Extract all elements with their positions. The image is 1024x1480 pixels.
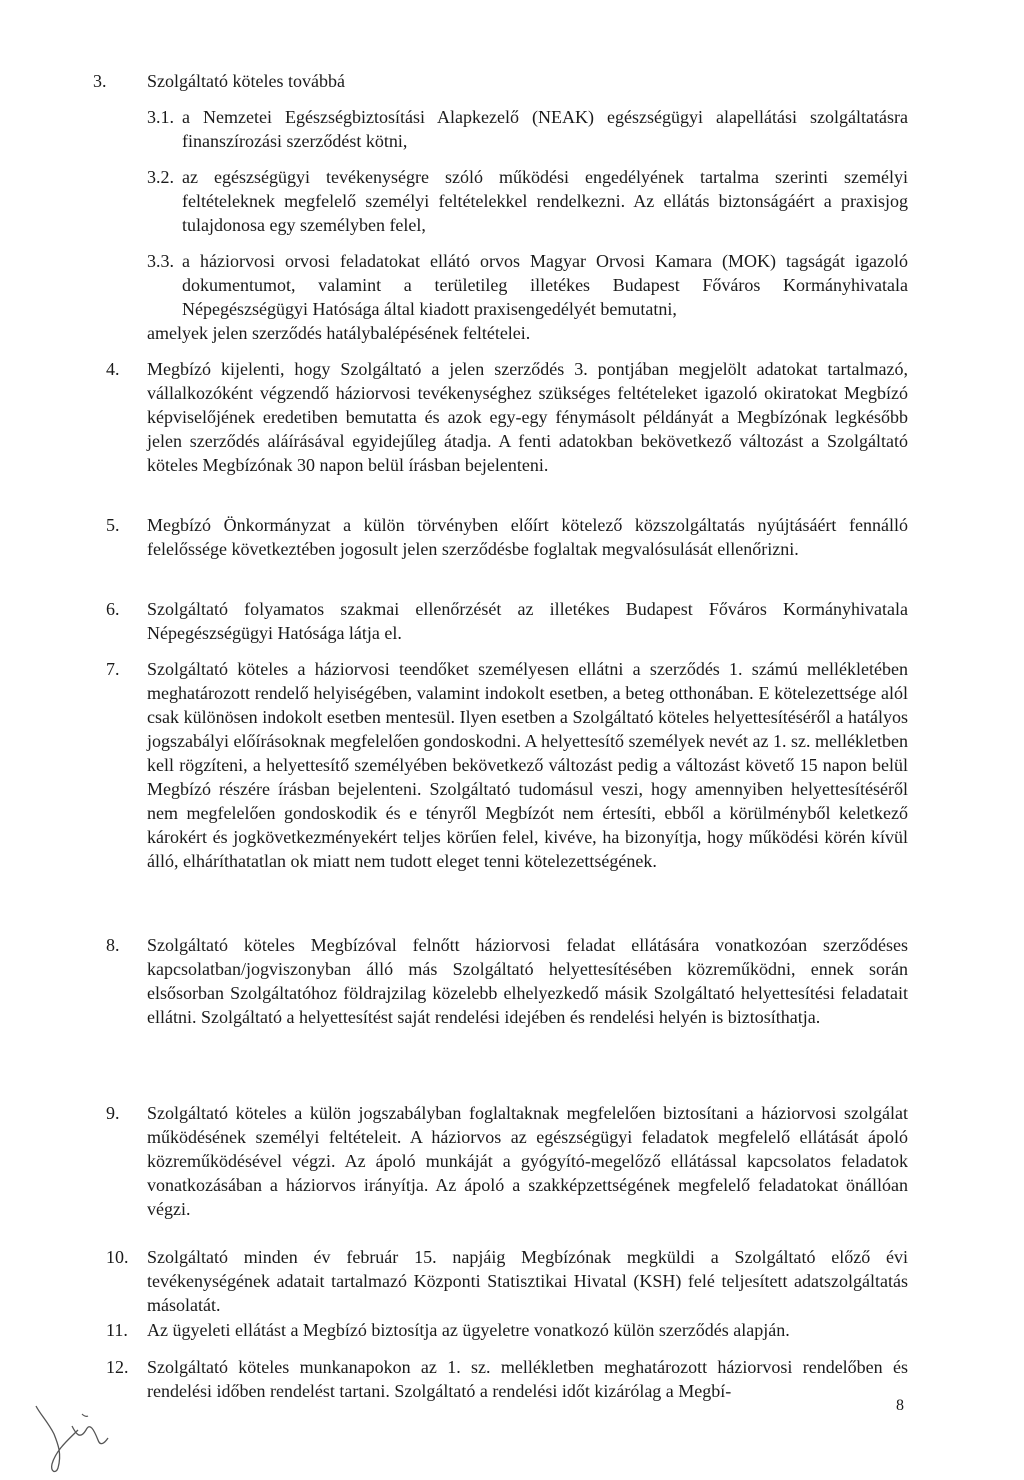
item-text: Szolgáltató köteles munkanapokon az 1. sz. mellékletben meghatározott háziorvosi rendelőben és rendelési időben rendelést tartani. Szolgáltató a rendelési időt kizárólag a Megbí-: [147, 1357, 908, 1401]
item-text: Szolgáltató köteles a külön jogszabályban foglaltaknak megfelelően biztosítani a háziorvosi szolgálat működésének személyi feltételeit. A háziorvos az egészségügyi feladatok megfelelő ellátását ápoló közreműködésével végzi. Az ápoló munkáját a gyógyító-megelőző ellátással kapcsolatos feladatok vonatkozásában a háziorvos irányítja. Az ápoló a szakképzettségének megfelelő feladatokat önállóan végzi.: [147, 1103, 908, 1219]
item-number: 9.: [106, 1103, 120, 1123]
item-text: Szolgáltató folyamatos szakmai ellenőrzését az illetékes Budapest Főváros Kormányhivatala Népegészségügyi Hatósága látja el.: [147, 599, 908, 643]
item-text: Szolgáltató köteles Megbízóval felnőtt háziorvosi feladat ellátására vonatkozóan szerződéses kapcsolatban/jogviszonyban álló más Szolgáltató helyettesítésében közreműködni, ennek során elsősorban Szolgáltatóhoz földrajzilag közelebb elhelyezkedő másik Szolgáltató helyettesítési feladatait ellátni. Szolgáltató a helyettesítést saját rendelési idejében és rendelési helyén is biztosíthatja.: [147, 935, 908, 1027]
item-text: Szolgáltató köteles a háziorvosi teendőket személyesen ellátni a szerződés 1. számú mellékletében meghatározott rendelő helyiségében, valamint indokolt esetben, a beteg otthonában. E kötelezettsége alól csak különösen indokolt esetben mentesül. Ilyen esetben a Szolgáltató köteles helyettesítéséről a hatályos jogszabályi előírásoknak megfelelően gondoskodni. A helyettesítő személyek nevét az 1. sz. mellékletben kell rögzíteni, a helyettesítő személyében bekövetkező változást pedig a változást követő 15 napon belül Megbízó részére írásban bejelenteni. Szolgáltató tudomásul veszi, hogy amennyiben helyettesítéséről nem megfelelően gondoskodik és e tényről Megbízót nem értesíti, ebből a körülményből keletkező károkért és jogkövetkezményekért teljes körűen felel, kivéve, ha bizonyítja, hogy működési körén kívül álló, elháríthatatlan ok miatt nem tudott eleget tenni kötelezettségének.: [147, 659, 908, 871]
item-text: Szolgáltató minden év február 15. napjáig Megbízónak megküldi a Szolgáltató előző évi tevékenységének adatait tartalmazó Központi Statisztikai Hivatal (KSH) felé teljesített adatszolgáltatás másolatát.: [147, 1247, 908, 1315]
clause-text: az egészségügyi tevékenységre szóló működési engedélyének tartalma szerinti személyi feltételeknek megfelelő személyi feltételekkel rendelkezni. Az ellátás biztonságáért a praxisjog tulajdonosa egy személyben felel,: [182, 167, 908, 235]
clause-number: 3.1.: [147, 107, 174, 127]
item-number: 8.: [106, 935, 120, 955]
item-text: Megbízó kijelenti, hogy Szolgáltató a jelen szerződés 3. pontjában megjelölt adatokat tartalmazó, vállalkozóként végzendő háziorvosi tevékenységhez szükséges feltételeket igazoló okiratokat Megbízó képviselőjének eredetiben bemutatta és azok egy-egy fénymásolt példányát a Megbízónak legkésőbb jelen szerződés aláírásával egyidejűleg átadja. A fenti adatokban bekövetkező változást a Szolgáltató köteles Megbízónak 30 napon belül írásban bejelenteni.: [147, 359, 908, 475]
item-number: 4.: [106, 359, 120, 379]
item-number: 5.: [106, 515, 120, 535]
clause-number: 3.3.: [147, 251, 174, 271]
clause-number: 3.2.: [147, 167, 174, 187]
item-text: Az ügyeleti ellátást a Megbízó biztosítja az ügyeletre vonatkozó külön szerződés alapján.: [147, 1320, 790, 1340]
page-number: 8: [896, 1397, 904, 1414]
item-number: 6.: [106, 599, 120, 619]
signature-initials: [28, 1400, 118, 1480]
item-text: Megbízó Önkormányzat a külön törvényben előírt kötelező közszolgáltatás nyújtásáért fennálló felelőssége következtében jogosult jelen szerződésbe foglaltak megvalósulását ellenőrizni.: [147, 515, 908, 559]
item-number: 12.: [106, 1357, 129, 1377]
clause-text: a Nemzetei Egészségbiztosítási Alapkezelő (NEAK) egészségügyi alapellátási szolgáltatásra finanszírozási szerződést kötni,: [182, 107, 908, 151]
item-number: 11.: [106, 1320, 128, 1340]
item-number: 10.: [106, 1247, 129, 1267]
section-number: 3.: [93, 71, 107, 91]
section-heading: Szolgáltató köteles továbbá: [147, 71, 345, 91]
clause-continuation: amelyek jelen szerződés hatálybalépésének feltételei.: [147, 323, 531, 343]
item-number: 7.: [106, 659, 120, 679]
clause-text: a háziorvosi orvosi feladatokat ellátó orvos Magyar Orvosi Kamara (MOK) tagságát igazoló dokumentumot, valamint a területileg illetékes Budapest Főváros Kormányhivatala Népegészségügyi Hatósága által kiadott praxisengedélyét bemutatni,: [182, 251, 908, 319]
